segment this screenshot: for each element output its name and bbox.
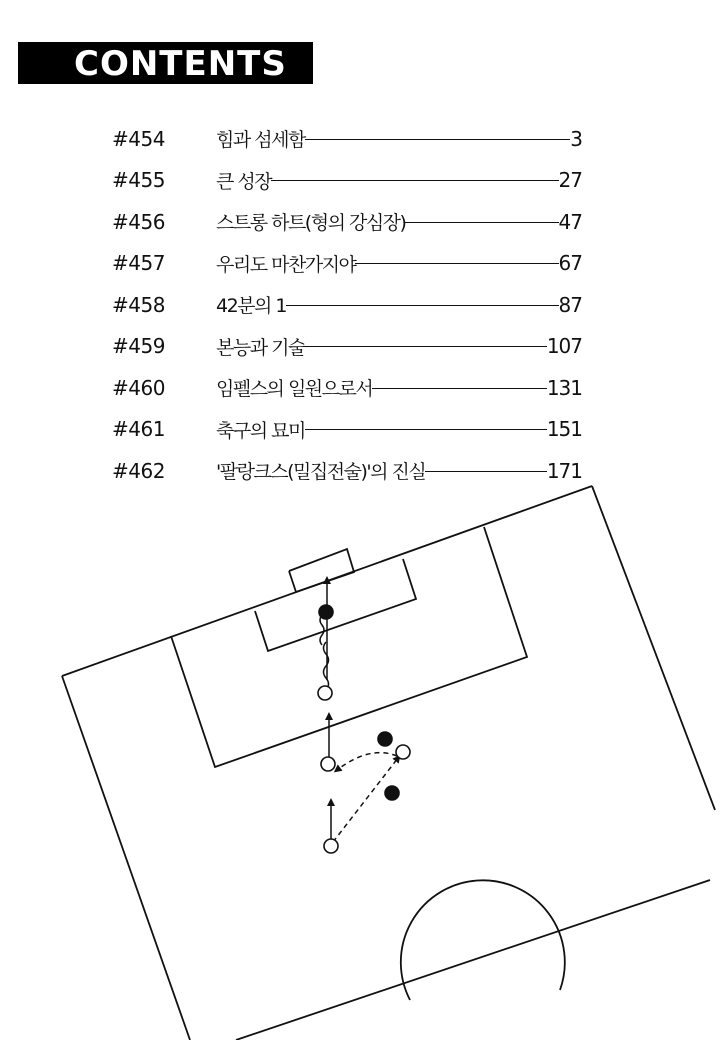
chapter-number: #459: [112, 334, 165, 359]
page-number: 131: [546, 375, 582, 400]
right-touchline: [592, 486, 715, 810]
player-marker-black: [385, 786, 399, 800]
halfway-line: [236, 880, 710, 1040]
chapter-number: #462: [112, 458, 165, 483]
page-number: 67: [558, 251, 582, 276]
dribble-line: [320, 615, 324, 645]
chapter-title: 42분의 1: [216, 295, 287, 318]
chapter-number: #455: [112, 168, 165, 193]
goal: [289, 549, 354, 592]
chapter-number: #456: [112, 209, 165, 234]
chapter-title: 힘과 섬세함: [216, 129, 305, 152]
chapter-number: #457: [112, 251, 165, 276]
chapter-title: 임펠스의 일원으로서: [216, 378, 373, 401]
player-marker-black: [378, 732, 392, 746]
page-title: CONTENTS: [74, 44, 287, 84]
page-number: 151: [546, 417, 582, 442]
player-marker-white: [396, 745, 410, 759]
chapter-title: 우리도 마찬가지야: [216, 253, 356, 276]
pass-arrow: [333, 758, 398, 842]
chapter-title: 큰 성장: [216, 170, 272, 193]
chapter-number: #460: [112, 375, 165, 400]
page-number: 107: [546, 334, 582, 359]
pitch-lines: [62, 486, 715, 1040]
chapter-title: 축구의 묘미: [216, 419, 305, 442]
player-marker-white: [318, 686, 332, 700]
player-marker-white: [321, 757, 335, 771]
penalty-area: [171, 527, 527, 767]
chapter-title: 본능과 기술: [216, 336, 305, 359]
pass-arrow: [337, 753, 397, 770]
page-number: 171: [546, 458, 582, 483]
player-marker-white: [324, 839, 338, 853]
chapter-title: '팔랑크스(밀집전술)'의 진실: [216, 461, 426, 484]
player-marker-black: [319, 605, 333, 619]
center-circle: [401, 880, 565, 1000]
left-touchline: [62, 676, 190, 1040]
chapter-number: #461: [112, 417, 165, 442]
chapter-title: 스트롱 하트(형의 강심장): [216, 212, 406, 235]
page-number: 87: [558, 292, 582, 317]
players: [318, 605, 410, 853]
chapter-number: #458: [112, 292, 165, 317]
page-number: 47: [558, 209, 582, 234]
goal-area: [255, 559, 416, 651]
page-number: 27: [558, 168, 582, 193]
chapter-number: #454: [112, 126, 165, 151]
page-number: 3: [570, 126, 582, 151]
